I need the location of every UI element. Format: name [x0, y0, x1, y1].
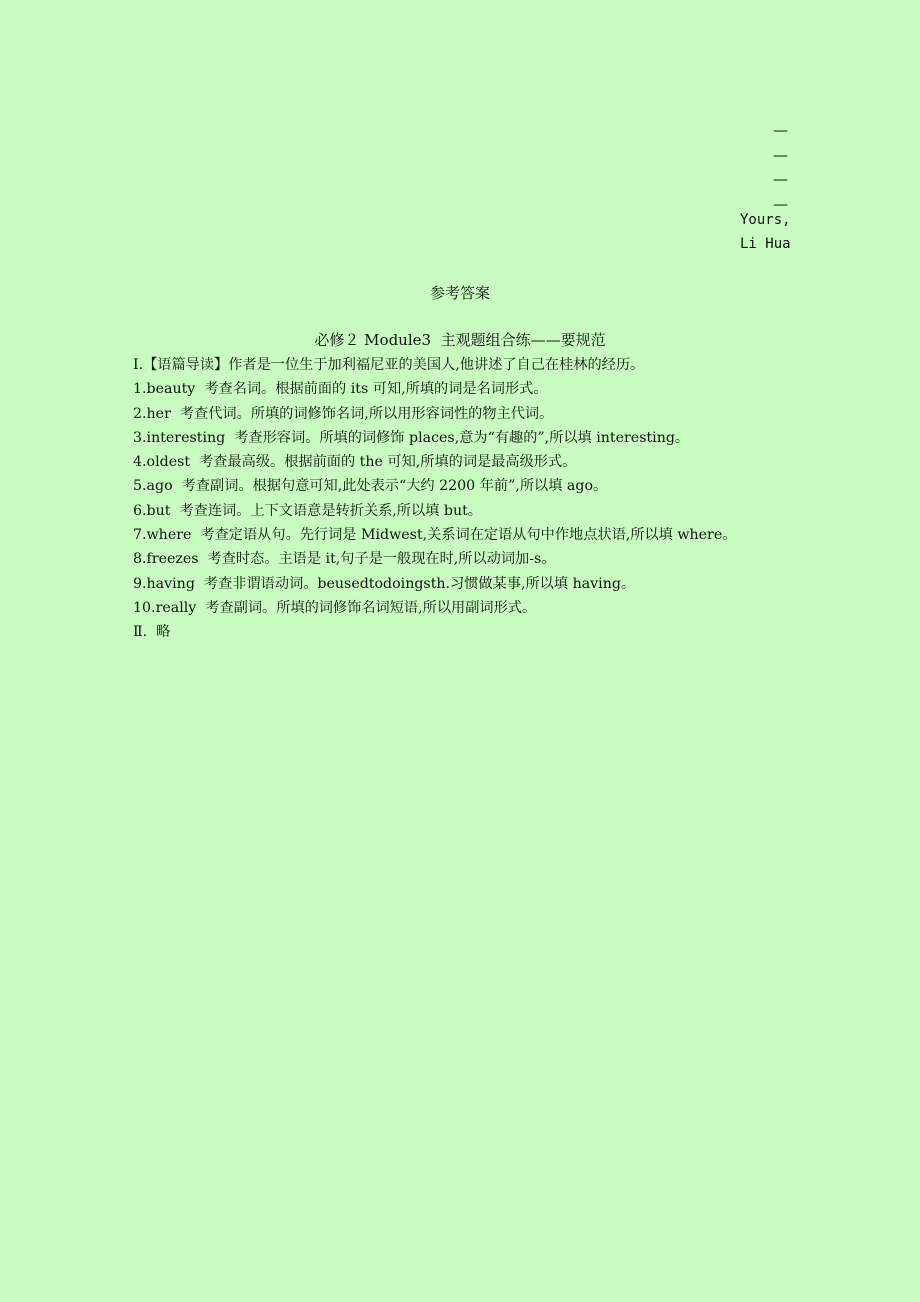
passage-intro: Ⅰ.【语篇导读】作者是一位生于加利福尼亚的美国人,他讲述了自己在桂林的经历。 [133, 357, 645, 373]
answer-item: 5.ago 考查副词。根据句意可知,此处表示“大约 2200 年前”,所以填 ago。 [133, 478, 608, 495]
answer-item: 3.interesting 考查形容词。所填的词修饰 places,意为“有趣的”,所以填 interesting。 [133, 429, 690, 446]
letter-blank-lines [740, 118, 800, 216]
signature: Li Hua [740, 236, 791, 252]
closing-phrase: Yours, [740, 212, 791, 228]
answer-item: 7.where 考查定语从句。先行词是 Midwest,关系词在定语从句中作地点状语,所以填 where。 [133, 527, 737, 544]
answer-item: 9.having 考查非谓语动词。beusedtodoingsth.习惯做某事,所以填 having。 [133, 575, 636, 592]
answer-item: 1.beauty 考查名词。根据前面的 its 可知,所填的词是名词形式。 [133, 381, 548, 398]
answer-item: 2.her 考查代词。所填的词修饰名词,所以用形容词性的物主代词。 [133, 405, 554, 422]
blank-line: — [773, 121, 788, 139]
part-two: Ⅱ. 略 [133, 624, 171, 641]
answers-heading: 参考答案 [429, 284, 490, 302]
letter-closing [740, 208, 791, 256]
answer-item: 10.really 考查副词。所填的词修饰名词短语,所以用副词形式。 [133, 599, 537, 616]
section-heading: 必修２ Module3 主观题组合练——要规范 [314, 331, 606, 349]
answer-list [133, 353, 913, 645]
answer-item: 4.oldest 考查最高级。根据前面的 the 可知,所填的词是最高级形式。 [133, 454, 577, 471]
blank-line: — [773, 194, 788, 213]
answer-item: 8.freezes 考查时态。主语是 it,句子是一般现在时,所以动词加-s。 [133, 551, 556, 568]
blank-line: — [773, 145, 788, 164]
answer-item: 6.but 考查连词。上下文语意是转折关系,所以填 but。 [133, 502, 482, 519]
blank-line: — [773, 170, 788, 188]
